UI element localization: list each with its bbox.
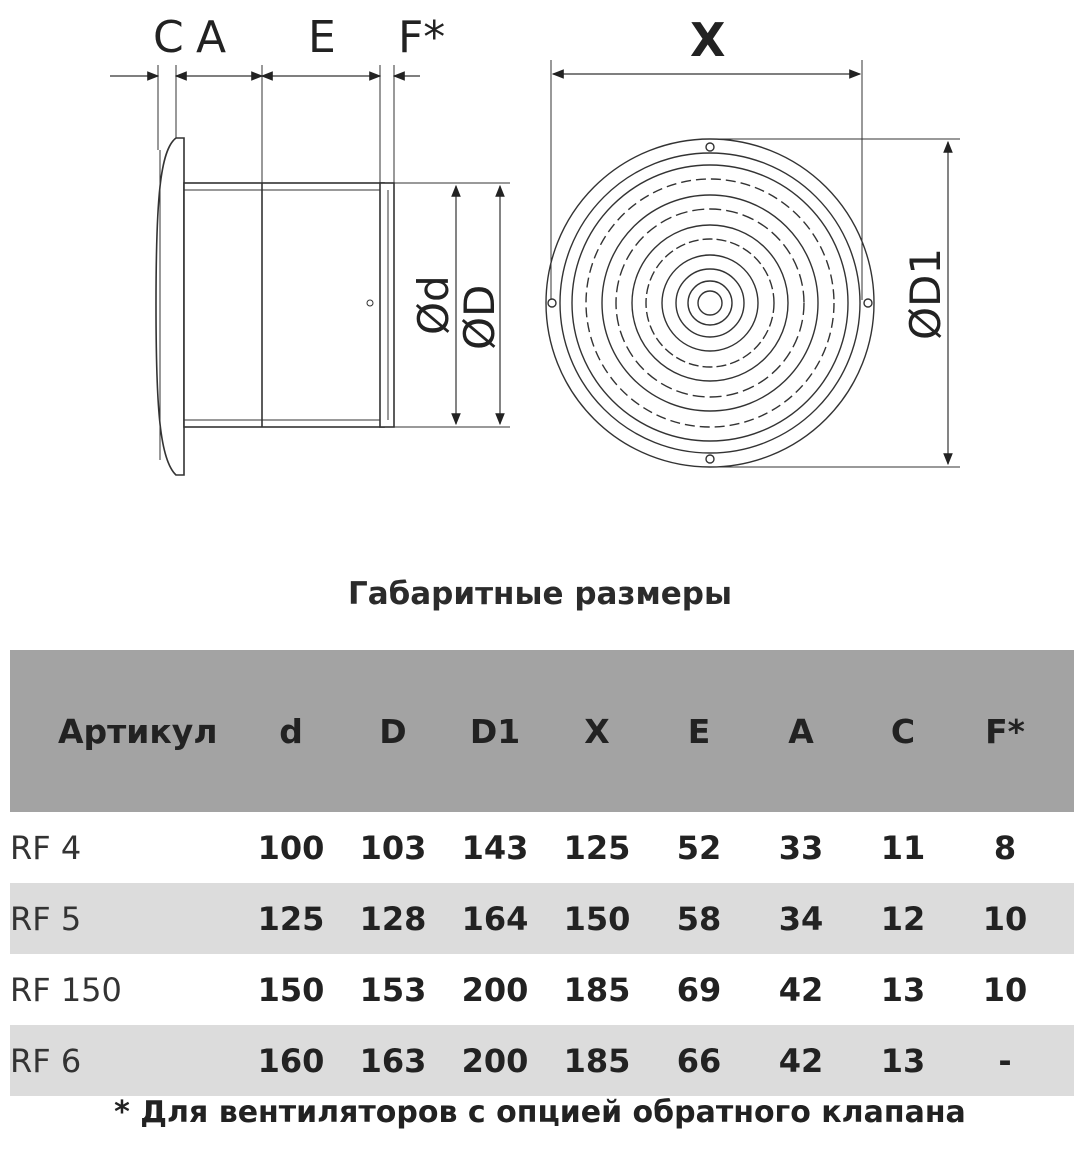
cell-value: 185	[563, 1041, 631, 1080]
dim-label-d: Ød	[409, 275, 458, 335]
cell-value: 8	[993, 828, 1017, 867]
cell-value: 200	[461, 1041, 529, 1080]
cell-value: 58	[676, 899, 722, 938]
cell-article: RF 4	[10, 828, 82, 867]
cell-value: 164	[461, 899, 529, 938]
cell-article: RF 5	[10, 899, 82, 938]
cell-value: 34	[778, 899, 824, 938]
header-d1: D1	[469, 711, 521, 751]
cell-value: 33	[778, 828, 824, 867]
footnote: * Для вентиляторов с опцией обратного клапана	[114, 1095, 966, 1130]
cell-value: 150	[257, 970, 325, 1009]
cell-article: RF 150	[10, 970, 122, 1009]
dim-label-d1: ØD1	[901, 247, 950, 340]
table-header	[10, 650, 1074, 812]
cell-value: 13	[880, 1041, 926, 1080]
cell-value: 69	[676, 970, 722, 1009]
dim-label-e: E	[308, 12, 336, 63]
header-c: C	[890, 711, 916, 751]
page-title: Габаритные размеры	[347, 576, 733, 612]
cell-value: 12	[880, 899, 926, 938]
header-x: X	[584, 711, 610, 751]
cell-value: 160	[257, 1041, 325, 1080]
cell-value: 103	[359, 828, 427, 867]
header-e: E	[687, 711, 711, 751]
cell-value: 200	[461, 970, 529, 1009]
cell-article: RF 6	[10, 1041, 82, 1080]
header-f: F*	[985, 711, 1025, 751]
table-row	[10, 1025, 1074, 1096]
cell-value: 10	[982, 970, 1028, 1009]
cell-value: 100	[257, 828, 325, 867]
side-view	[110, 65, 510, 475]
cell-value: 163	[359, 1041, 427, 1080]
cell-value: 185	[563, 970, 631, 1009]
dim-label-c: C	[153, 12, 184, 63]
dimensions-table	[10, 650, 1074, 1096]
front-view	[546, 60, 960, 467]
table-row	[10, 883, 1074, 954]
header-d: d	[279, 711, 303, 751]
dim-label-f: F*	[398, 12, 446, 63]
dim-label-D: ØD	[455, 284, 504, 350]
cell-value: 143	[461, 828, 529, 867]
cell-value: 125	[563, 828, 631, 867]
cell-value: -	[998, 1041, 1012, 1080]
dim-label-x: X	[690, 13, 726, 67]
cell-value: 52	[676, 828, 722, 867]
cell-value: 42	[778, 970, 824, 1009]
cell-value: 150	[563, 899, 631, 938]
table-row	[10, 954, 1074, 1025]
header-D: D	[379, 711, 407, 751]
cell-value: 11	[880, 828, 926, 867]
table-row	[10, 812, 1074, 883]
technical-drawing	[0, 0, 1080, 560]
cell-value: 125	[257, 899, 325, 938]
header-article: Артикул	[58, 711, 218, 751]
dim-label-a: A	[196, 12, 227, 63]
cell-value: 13	[880, 970, 926, 1009]
cell-value: 10	[982, 899, 1028, 938]
cell-value: 128	[359, 899, 427, 938]
cell-value: 66	[676, 1041, 722, 1080]
header-a: A	[788, 711, 814, 751]
cell-value: 42	[778, 1041, 824, 1080]
cell-value: 153	[359, 970, 427, 1009]
